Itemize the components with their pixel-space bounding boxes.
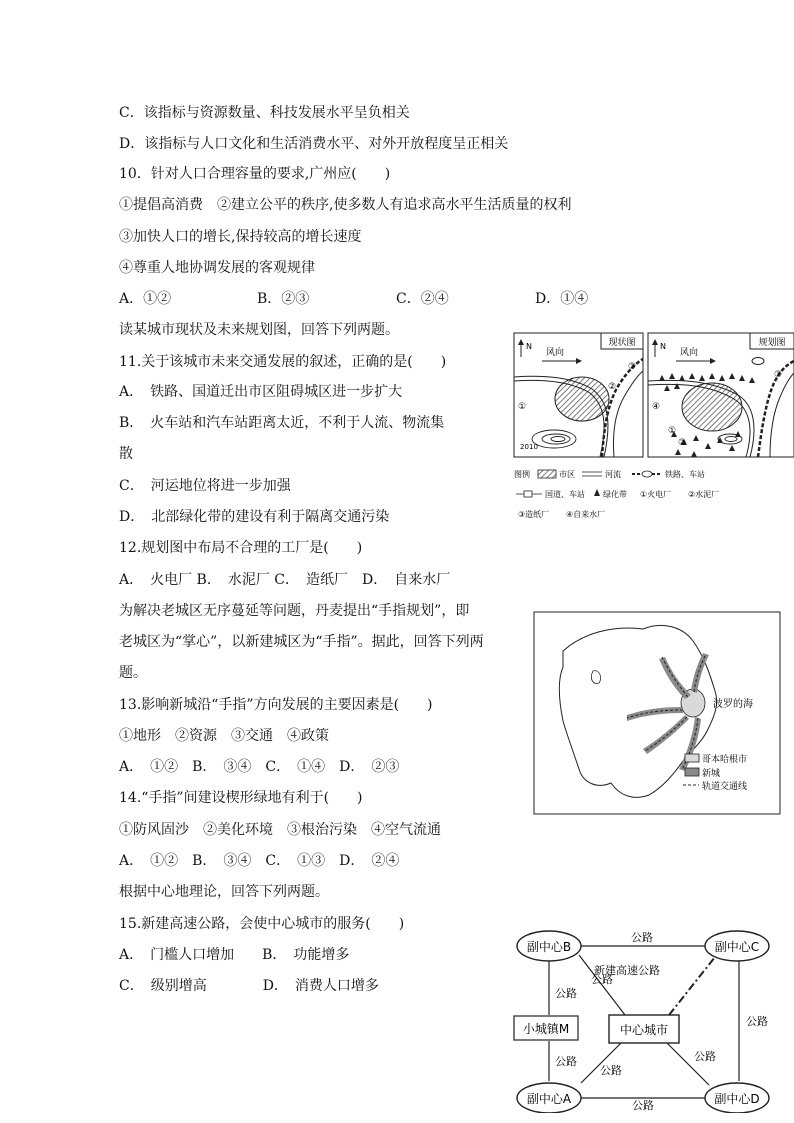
q11-stem: 11.关于该城市未来交通发展的叙述，正确的是( ) xyxy=(119,354,447,370)
road-label-c-d: 公路 xyxy=(746,1015,768,1028)
q9-option-c: C．该指标与资源数量、科技发展水平呈负相关 xyxy=(119,105,410,121)
legend-green-swatch xyxy=(594,489,600,496)
q11-option-c: C． 河运地位将进一步加强 xyxy=(119,478,291,494)
road-label-b-m: 公路 xyxy=(555,987,577,1000)
factory-2-plan: ② xyxy=(678,438,687,448)
factory-4-plan: ④ xyxy=(652,402,661,412)
wind-label: 风向 xyxy=(546,348,565,358)
legend-rail: 轨道交通线 xyxy=(702,782,748,792)
legend-factory-4: ④自来水厂 xyxy=(566,510,606,519)
small-town-label: 小城镇M xyxy=(522,1022,570,1036)
intro-13-14-line2: 老城区为“掌心”，以新建城区为“手指”。据此，回答下列两 xyxy=(119,634,484,650)
road-label-d-center: 公路 xyxy=(694,1050,716,1063)
station-plan xyxy=(752,358,764,365)
legend-urban-swatch xyxy=(538,470,556,478)
q15-options-row2: C． 级别增高 D． 消费人口增多 xyxy=(119,978,379,994)
current-map-label: 现状图 xyxy=(608,338,636,348)
urban-area-plan xyxy=(682,383,742,431)
legend-urban: 市区 xyxy=(559,470,575,479)
legend-green: 绿化带 xyxy=(603,490,627,499)
contour-label-10: 10 xyxy=(529,443,538,451)
intro-13-14-line1: 为解决老城区无序蔓延等问题，丹麦提出“手指规划”，即 xyxy=(119,603,470,619)
central-place-svg xyxy=(509,927,779,1113)
q10-item-3: ③加快人口的增长,保持较高的增长速度 xyxy=(119,229,362,245)
central-city-label: 中心城市 xyxy=(619,1023,669,1037)
q13-options: A． ①② B． ③④ C． ①④ D． ②③ xyxy=(119,759,400,775)
q15-stem: 15.新建高速公路，会使中心城市的服务( ) xyxy=(119,916,405,932)
q10-option-c: C．②④ xyxy=(396,291,449,307)
node-d-label: 副中心D xyxy=(714,1092,760,1106)
legend-rail: 铁路、车站 xyxy=(665,470,705,479)
q11-option-b-line1: B． 火车站和汽车站距离太近，不利于人流、物流集 xyxy=(119,415,445,431)
finger-plan-figure xyxy=(533,611,781,815)
legend-title: 图例 xyxy=(514,470,530,479)
road-label-b-center: 公路 xyxy=(591,973,613,986)
q14-options: A． ①② B． ③④ C． ①③ D． ②④ xyxy=(119,853,400,869)
legend-old-city-swatch xyxy=(685,754,699,762)
factory-3-current: ③ xyxy=(628,362,637,372)
legend-new-town-swatch xyxy=(685,768,699,776)
q11-option-a: A． 铁路、国道迁出市区阻碍城区进一步扩大 xyxy=(119,384,403,400)
north-label-plan: N xyxy=(660,342,666,351)
road-a-center xyxy=(581,1043,621,1083)
q13-stem: 13.影响新城沿“手指”方向发展的主要因素是( ) xyxy=(119,697,433,713)
q14-stem: 14.“手指”间建设楔形绿地有利于( ) xyxy=(119,790,363,806)
road-label-top: 公路 xyxy=(631,931,653,944)
q13-items: ①地形 ②资源 ③交通 ④政策 xyxy=(119,728,329,744)
q12-options: A． 火电厂 B． 水泥厂 C． 造纸厂 D． 自来水厂 xyxy=(119,572,451,588)
factory-1-current: ① xyxy=(518,402,527,412)
q15-options-row1: A． 门槛人口增加 B． 功能增多 xyxy=(119,947,350,963)
legend-new-town: 新城 xyxy=(702,769,721,779)
plan-map-label: 规划图 xyxy=(758,338,786,348)
node-b-label: 副中心B xyxy=(526,940,572,954)
q14-items: ①防风固沙 ②美化环境 ③根治污染 ④空气流通 xyxy=(119,822,441,838)
new-highway-line xyxy=(669,957,715,1015)
q9-option-d: D．该指标与人口文化和生活消费水平、对外开放程度呈正相关 xyxy=(119,136,509,152)
factory-3-plan: ③ xyxy=(774,370,783,380)
finger-plan-svg xyxy=(533,611,781,815)
node-a-label: 副中心A xyxy=(526,1092,572,1106)
intro-11-12: 读某城市现状及未来规划图，回答下列两题。 xyxy=(119,322,399,338)
city-map-svg xyxy=(512,331,794,525)
city-map-figure xyxy=(512,331,794,525)
north-label: N xyxy=(526,342,532,351)
road-label-m-a: 公路 xyxy=(555,1055,577,1068)
q10-option-d: D．①④ xyxy=(535,291,589,307)
q11-option-d: D． 北部绿化带的建设有利于隔离交通污染 xyxy=(119,509,390,525)
q10-stem: 10．针对人口合理容量的要求,广州应( ) xyxy=(119,166,391,182)
q10-option-a: A．①② xyxy=(119,291,172,307)
q11-option-b-line2: 散 xyxy=(119,446,133,462)
legend-factory-1: ①火电厂 xyxy=(640,490,672,499)
road-label-bottom: 公路 xyxy=(632,1099,654,1112)
legend-factory-2: ②水泥厂 xyxy=(688,490,720,499)
q10-item-4: ④尊重人地协调发展的客观规律 xyxy=(119,260,315,276)
intro-15: 根据中心地理论，回答下列两题。 xyxy=(119,884,329,900)
intro-13-14-line3: 题。 xyxy=(119,665,147,681)
legend-river: 河流 xyxy=(605,470,621,479)
legend-old-city: 哥本哈根市 xyxy=(702,755,748,765)
wind-label-plan: 风向 xyxy=(680,348,699,358)
highway-label: 新建高速公路 xyxy=(594,964,660,977)
q10-item-1-2: ①提倡高消费 ②建立公平的秩序,使多数人有追求高水平生活质量的权利 xyxy=(119,197,572,213)
road-label-a-center: 公路 xyxy=(600,1064,622,1077)
q12-stem: 12.规划图中布局不合理的工厂是( ) xyxy=(119,540,363,556)
factory-1-plan: ① xyxy=(668,426,677,436)
q10-option-b: B．②③ xyxy=(257,291,310,307)
central-place-figure xyxy=(509,927,779,1113)
node-c-label: 副中心C xyxy=(714,940,760,954)
legend-factory-3: ③造纸厂 xyxy=(518,510,550,519)
legend-road: 国道、车站 xyxy=(545,490,585,499)
factory-2-current: ② xyxy=(608,382,617,392)
contour-label-20: 20 xyxy=(520,443,529,451)
baltic-sea-label: 波罗的海 xyxy=(713,699,753,710)
